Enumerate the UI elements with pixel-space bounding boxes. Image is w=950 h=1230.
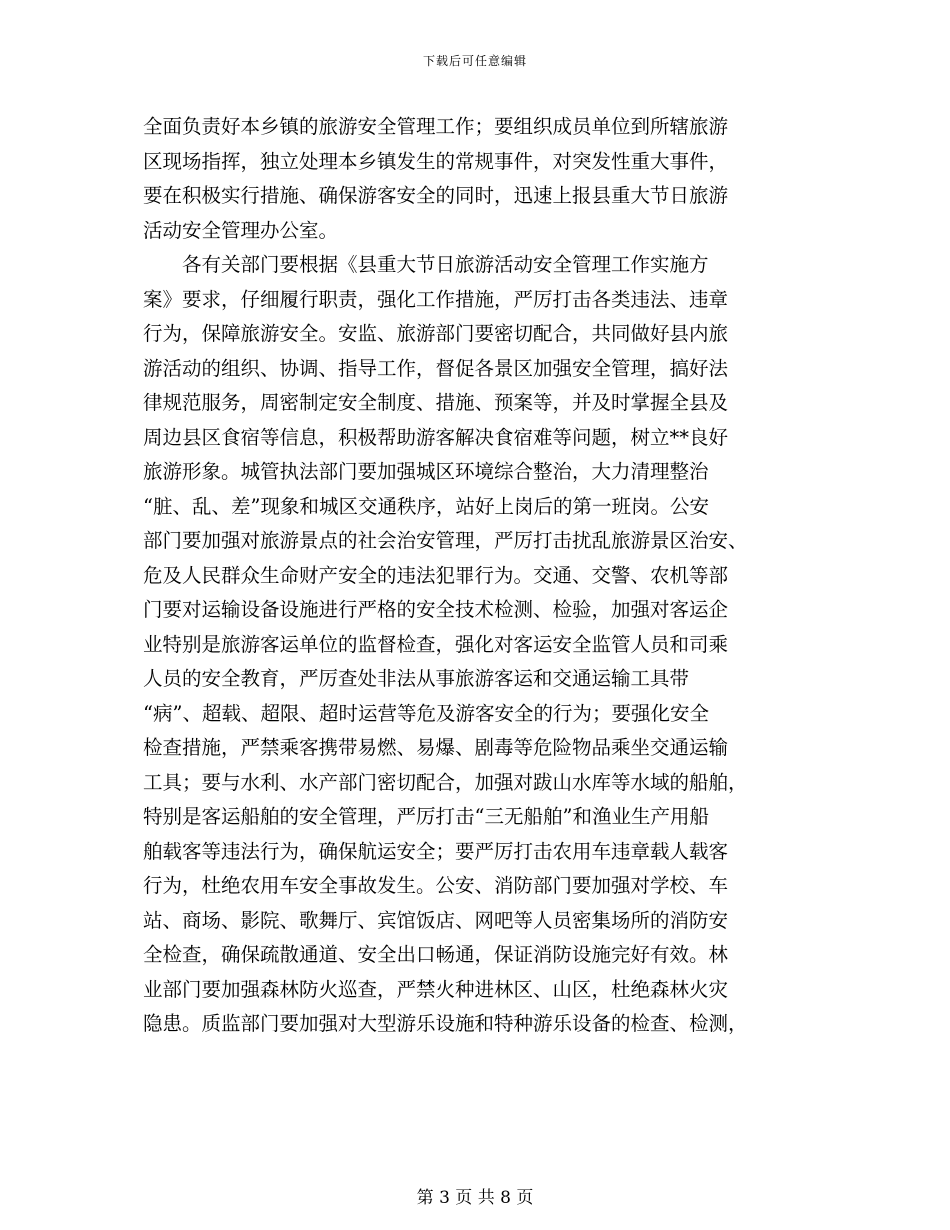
text-line: 业特别是旅游客运单位的监督检查，强化对客运安全监管人员和司乘 <box>143 632 729 656</box>
page-footer: 第 3 页 共 8 页 <box>416 1188 534 1208</box>
text-line: 全检查，确保疏散通道、安全出口畅通，保证消防设施完好有效。林 <box>143 943 729 966</box>
text-line: 行为，保障旅游安全。安监、旅游部门要密切配合，共同做好县内旅 <box>143 322 729 345</box>
text-line: 全面负责好本乡镇的旅游安全管理工作；要组织成员单位到所辖旅游 <box>143 115 729 138</box>
text-line: 业部门要加强森林防火巡查，严禁火种进林区、山区，杜绝森林火灾 <box>143 977 729 1001</box>
text-line: 各有关部门要根据《县重大节日旅游活动安全管理工作实施方 <box>143 253 709 276</box>
text-line: 站、商场、影院、歌舞厅、宾馆饭店、网吧等人员密集场所的消防安 <box>143 908 729 932</box>
text-line: 区现场指挥，独立处理本乡镇发生的常规事件，对突发性重大事件， <box>143 149 729 173</box>
text-line: 特别是客运船舶的安全管理，严厉打击“三无船舶”和渔业生产用船 <box>143 805 709 828</box>
text-line: 游活动的组织、协调、指导工作，督促各景区加强安全管理，搞好法 <box>143 356 729 380</box>
text-line: “病”、超载、超限、超时运营等危及游客安全的行为；要强化安全 <box>143 701 709 725</box>
text-line: 门要对运输设备设施进行严格的安全技术检测、检验，加强对客运企 <box>143 598 729 621</box>
text-line: 舶载客等违法行为，确保航运安全；要严厉打击农用车违章载人载客 <box>143 839 729 863</box>
text-line: 旅游形象。城管执法部门要加强城区环境综合整治，大力清理整治 <box>143 460 709 483</box>
text-line: 活动安全管理办公室。 <box>143 218 339 242</box>
text-line: 工具；要与水利、水产部门密切配合，加强对跋山水库等水域的船舶， <box>143 770 748 794</box>
text-line: 隐患。质监部门要加强对大型游乐设施和特种游乐设备的检查、检测， <box>143 1012 748 1035</box>
text-line: 行为，杜绝农用车安全事故发生。公安、消防部门要加强对学校、车 <box>143 874 729 897</box>
page-header: 下载后可任意编辑 <box>422 54 527 68</box>
text-line: 要在积极实行措施、确保游客安全的同时，迅速上报县重大节日旅游 <box>143 184 729 207</box>
text-line: 部门要加强对旅游景点的社会治安管理，严厉打击扰乱旅游景区治安、 <box>143 529 748 552</box>
text-line: 检查措施，严禁乘客携带易燃、易爆、剧毒等危险物品乘坐交通运输 <box>143 736 729 759</box>
text-line: 周边县区食宿等信息，积极帮助游客解决食宿难等问题，树立**良好 <box>143 425 729 449</box>
text-line: 律规范服务，周密制定安全制度、措施、预案等，并及时掌握全县及 <box>143 391 729 414</box>
text-line: 危及人民群众生命财产安全的违法犯罪行为。交通、交警、农机等部 <box>143 563 729 587</box>
text-line: 案》要求，仔细履行职责，强化工作措施，严厉打击各类违法、违章 <box>143 287 729 311</box>
text-line: 人员的安全教育，严厉查处非法从事旅游客运和交通运输工具带 <box>143 667 690 690</box>
text-line: “脏、乱、差”现象和城区交通秩序，站好上岗后的第一班岗。公安 <box>143 494 709 518</box>
document-body <box>143 110 808 1042</box>
